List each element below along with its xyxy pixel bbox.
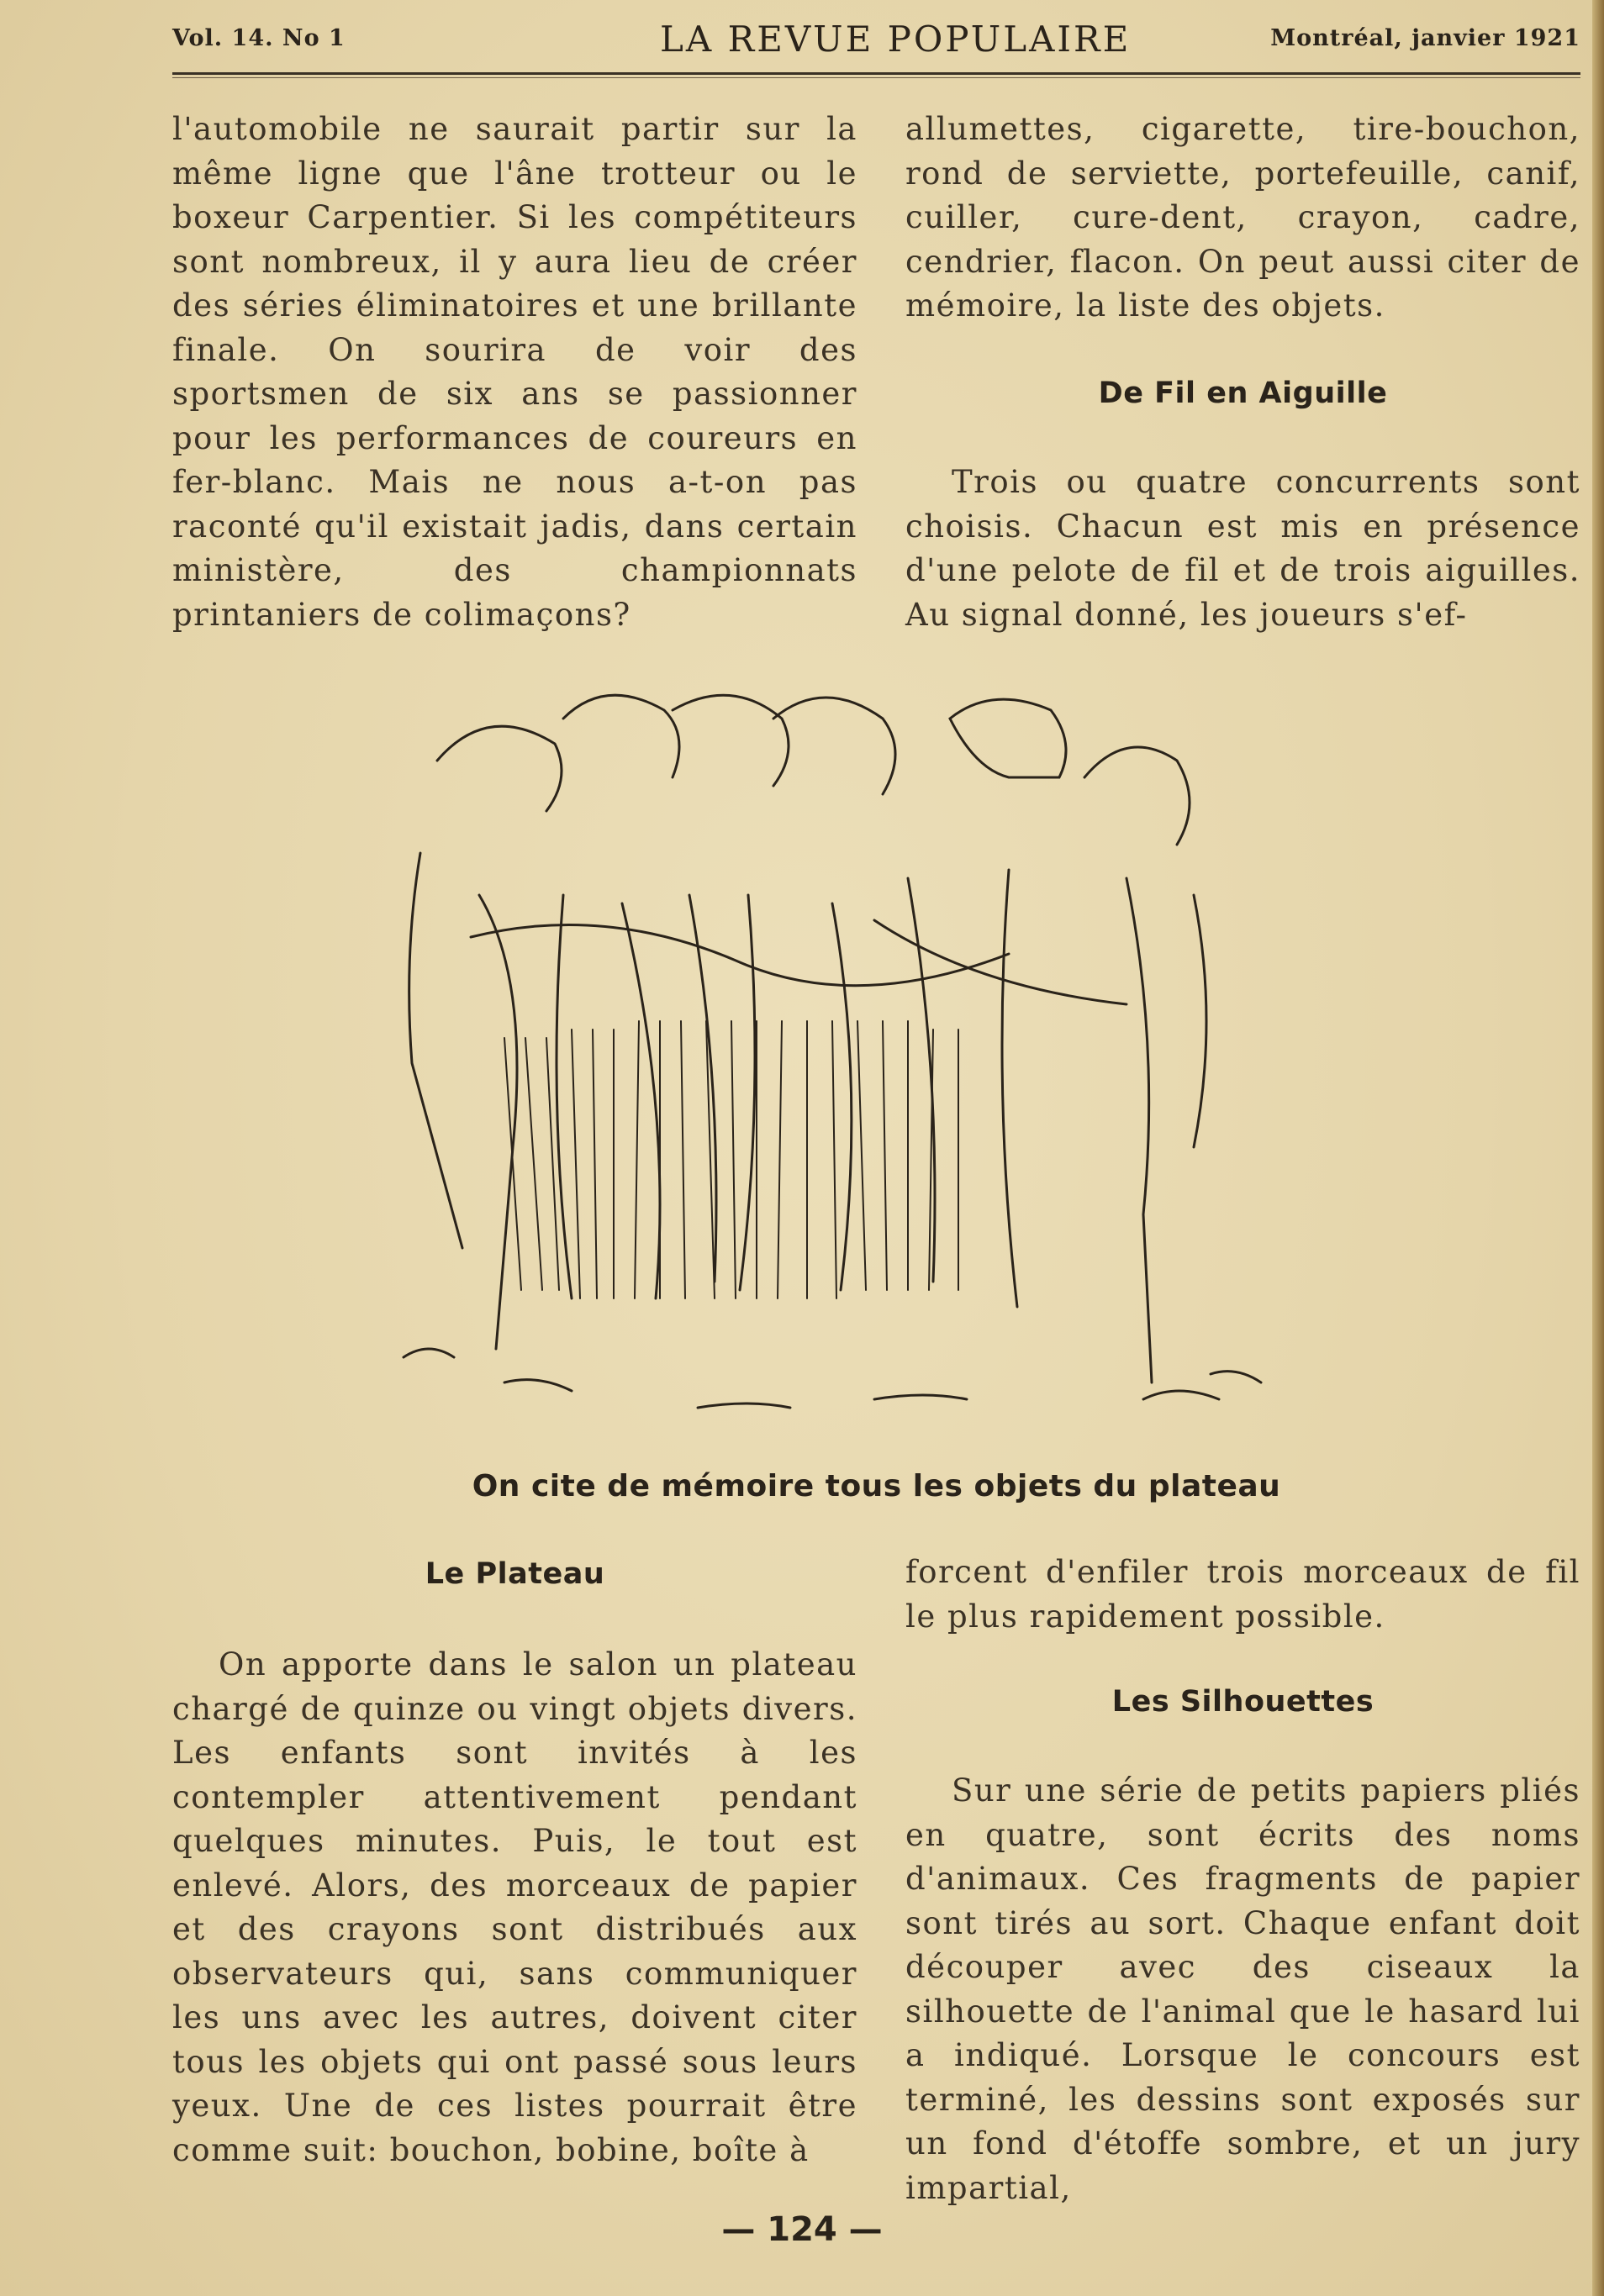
column-bottom-right [905,1551,1580,1639]
issue-date: Montréal, janvier 1921 [1270,25,1580,51]
paragraph: Sur une série de petits papiers pliés en quatre, sont écrits des noms d'animaux. Ces fragments de papier sont tirés au sort. Chaque enfant doit découper avec des ciseaux la silhouette de l'animal que le hasard lui a indiqué. Lorsque le concours est terminé, les dessins sont exposés sur un fond d'étoffe sombre, et un jury impartial, [905,1772,1580,2206]
volume-number: Vol. 14. No 1 [172,25,346,51]
column-bottom-left [172,1643,857,2172]
column-bottom-right-paragraph2 [905,1769,1580,2210]
section-heading-les-silhouettes: Les Silhouettes [1111,1685,1374,1719]
column-top-left [172,108,857,637]
sketch-icon [370,685,1396,1462]
running-header [172,18,1580,69]
publication-title: LA REVUE POPULAIRE [660,18,1132,60]
column-top-right [905,108,1580,329]
section-heading-le-plateau: Le Plateau [425,1557,605,1591]
section-heading-fil-en-aiguille: De Fil en Aiguille [1098,377,1388,410]
page-edge [1592,0,1604,2296]
paragraph: Trois ou quatre concurrents sont choisis. Chacun est mis en présence d'une pelote de fil et de trois aiguilles. Au signal donné, les joueurs s'ef- [905,464,1580,633]
paragraph: forcent d'enfiler trois morceaux de fil le plus rapidement possible. [905,1554,1580,1635]
header-rule [172,72,1580,75]
paragraph: allumettes, cigarette, tire-bouchon, rond de serviette, portefeuille, canif, cuiller, cure-dent, crayon, cadre, cendrier, flacon. On peut aussi citer de mémoire, la liste des objets. [905,111,1580,324]
children-drawing-illustration [370,685,1396,1462]
illustration-caption: On cite de mémoire tous les objets du plateau [472,1469,1281,1503]
column-top-right-paragraph2 [905,461,1580,637]
page-number: — 124 — [721,2210,883,2249]
paragraph: l'automobile ne saurait partir sur la même ligne que l'âne trotteur ou le boxeur Carpentier. Si les compétiteurs sont nombreux, il y aura lieu de créer des séries éliminatoires et une brillante finale. On sourira de voir des sportsmen de six ans se passionner pour les performances de coureurs en fer-blanc. Mais ne nous a-t-on pas raconté qu'il existait jadis, dans certain ministère, des championnats printaniers de colimaçons? [172,111,857,633]
paragraph: On apporte dans le salon un plateau chargé de quinze ou vingt objets divers. Les enfants sont invités à les contempler attentivement pendant quelques minutes. Puis, le tout est enlevé. Alors, des morceaux de papier et des crayons sont distribués aux observateurs qui, sans communiquer les uns avec les autres, doivent citer tous les objets qui ont passé sous leurs yeux. Une de ces listes pourrait être comme suit: bouchon, bobine, boîte à [172,1646,857,2168]
header-rule-thin [172,77,1580,78]
